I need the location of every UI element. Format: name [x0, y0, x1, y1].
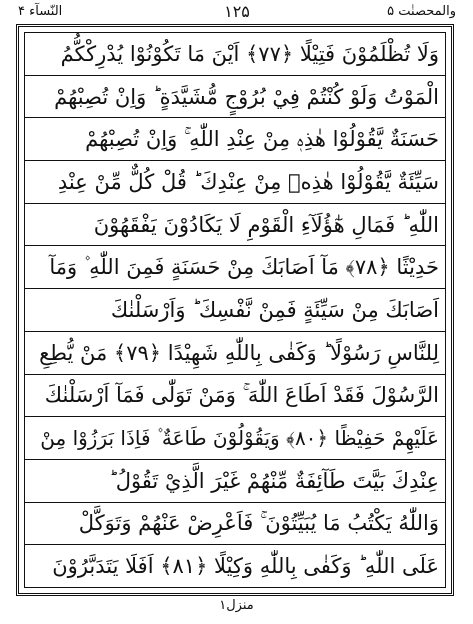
text-line: الرَّسُوْلَ فَقَدْ اَطَاعَ اللّٰهَ ۚ وَمَنْ تَوَلّٰى فَمَآ اَرْسَلْنٰكَ: [25, 375, 445, 418]
text-line: وَلَا تُظْلَمُوْنَ فَتِيْلًا ﴿۷۷﴾ اَيْنَ مَا تَكُوْنُوْا يُدْرِكْكُّمُ: [25, 33, 445, 76]
text-area: [24, 32, 446, 588]
surah-name: النّسآء ۴: [18, 4, 63, 19]
text-line: عَلَى اللّٰهِ ؕ وَكَفٰى بِاللّٰهِ وَكِيْلًا ﴿۸۱﴾ اَفَلَا يَتَدَبَّرُوْنَ: [52, 554, 439, 579]
page-frame: [16, 24, 454, 596]
text-line: سَيِّئَةٌ يَّقُوْلُوْا هٰذِهٖ مِنْ عِنْدِكَ ؕ قُلْ كُلٌّ مِّنْ عِنْدِ: [25, 161, 445, 204]
manzil-label: منزل۱: [219, 598, 254, 613]
text-line: وَاللّٰهُ يَكْتُبُ مَا يُبَيِّتُوْنَ ۚ فَاَعْرِضْ عَنْهُمْ وَتَوَكَّلْ: [25, 503, 445, 546]
text-line: حَسَنَةٌ يَّقُوْلُوْا هٰذِهٖ مِنْ عِنْدِ اللّٰهِ ۚ وَاِنْ تُصِبْهُمْ: [25, 118, 445, 161]
page-header: [14, 2, 460, 24]
page-number: ۱۲۵: [224, 2, 250, 21]
text-lines: [25, 33, 445, 587]
text-line: اَصَابَكَ مِنْ سَيِّئَةٍ فَمِنْ نَّفْسِكَ ؕ وَاَرْسَلْنٰكَ: [25, 289, 445, 332]
text-line: عِنْدِكَ بَيَّتَ طَآئِفَةٌ مِّنْهُمْ غَيْرَ الَّذِيْ تَقُوْلُ ؕ: [25, 460, 445, 503]
text-line: لِلنَّاسِ رَسُوْلًا ؕ وَكَفٰى بِاللّٰهِ شَهِيْدًا ﴿۷۹﴾ مَنْ يُّطِعِ: [25, 332, 445, 375]
text-line: عَلَيْهِمْ حَفِيْظًا ﴿۸۰﴾ وَيَقُوْلُوْنَ طَاعَةٌ ۫ فَاِذَا بَرَزُوْا مِنْ: [25, 417, 445, 460]
text-line: حَدِيْثًا ﴿۷۸﴾ مَآ اَصَابَكَ مِنْ حَسَنَةٍ فَمِنَ اللّٰهِ ۫ وَمَآ: [25, 246, 445, 289]
juz-name: والمحصنٰت ۵: [387, 4, 456, 19]
text-line: اللّٰهِ ؕ فَمَالِ هٰٓؤُلَآءِ الْقَوْمِ لَا يَكَادُوْنَ يَفْقَهُوْنَ: [25, 204, 445, 247]
text-line: الْمَوْتُ وَلَوْ كُنْتُمْ فِيْ بُرُوْجٍ مُّشَيَّدَةٍ ؕ وَاِنْ تُصِبْهُمْ: [25, 76, 445, 119]
